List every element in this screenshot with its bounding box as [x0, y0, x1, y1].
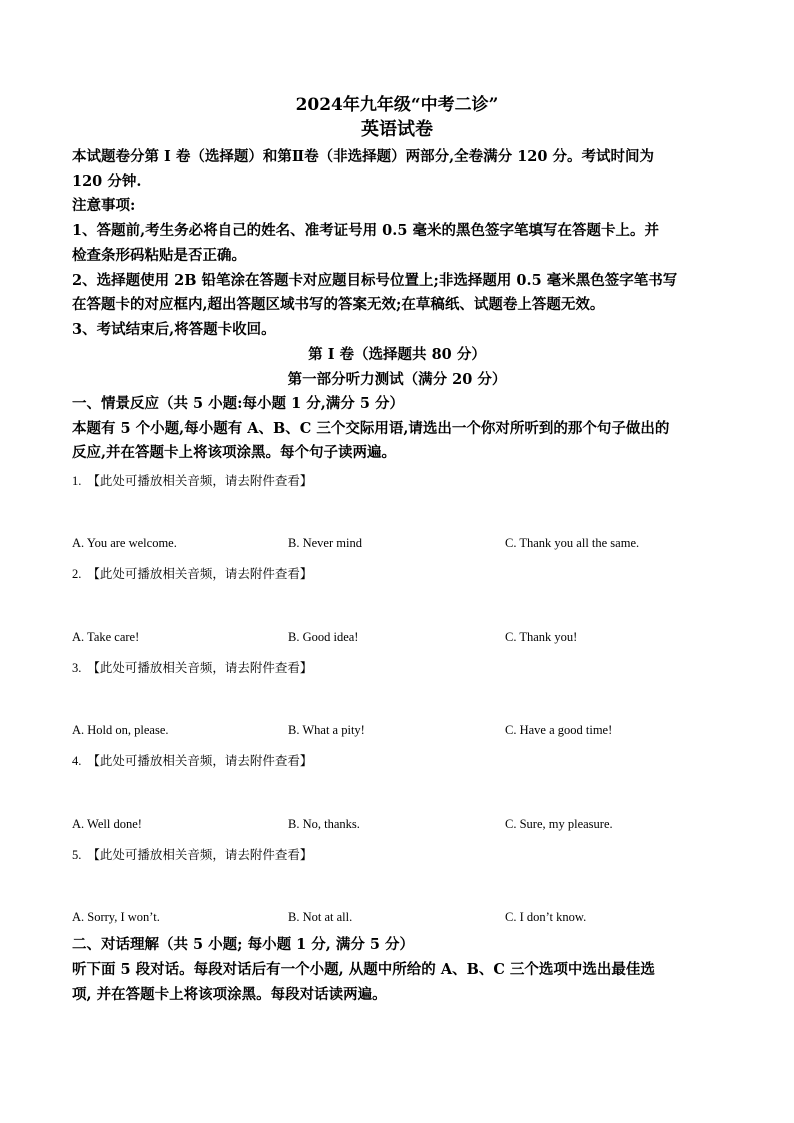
question-4-option-c[interactable]: C. Sure, my pleasure. [505, 817, 613, 831]
question-4-option-a[interactable]: A. Well done! [72, 817, 142, 831]
audio-placeholder-link[interactable]: 【此处可播放相关音频，请去附件查看】 [87, 847, 313, 862]
notes-item-1-line-1: 1、答题前,考生务必将自己的姓名、准考证号用 0.5 毫米的黑色签字笔填写在答题卡上。并 [72, 222, 659, 239]
audio-placeholder-link[interactable]: 【此处可播放相关音频，请去附件查看】 [87, 660, 313, 675]
question-5-option-c[interactable]: C. I don’t know. [505, 910, 587, 924]
audio-placeholder-link[interactable]: 【此处可播放相关音频，请去附件查看】 [87, 473, 313, 488]
exam-title: 2024年九年级“中考二诊” [295, 95, 499, 115]
volume-1-title: 第 I 卷（选择题共 80 分） [308, 346, 486, 363]
question-number: 4. [72, 754, 82, 768]
question-number: 1. [72, 474, 82, 488]
question-number: 2. [72, 567, 82, 581]
question-1-option-c[interactable]: C. Thank you all the same. [505, 536, 640, 550]
question-2-prompt [72, 565, 312, 583]
question-5-option-a[interactable]: A. Sorry, I won’t. [72, 910, 160, 924]
question-1-option-a[interactable]: A. You are welcome. [72, 536, 177, 550]
intro-line-2: 120 分钟. [72, 173, 142, 190]
section-2-heading: 二、对话理解（共 5 小题; 每小题 1 分, 满分 5 分） [72, 936, 415, 953]
section-1-instruction-line-1: 本题有 5 个小题,每小题有 A、B、C 三个交际用语,请选出一个你对所听到的那个句子做出的 [72, 420, 670, 437]
notes-item-3: 3、考试结束后,将答题卡收回。 [72, 321, 276, 338]
audio-placeholder-link[interactable]: 【此处可播放相关音频，请去附件查看】 [87, 753, 313, 768]
part-1-title: 第一部分听力测试（满分 20 分） [287, 371, 507, 388]
intro-line-1: 本试题卷分第 I 卷（选择题）和第Ⅱ卷（非选择题）两部分,全卷满分 120 分。考试时间为 [72, 148, 655, 165]
section-1-heading: 一、情景反应（共 5 小题:每小题 1 分,满分 5 分） [72, 395, 404, 412]
question-number: 3. [72, 661, 82, 675]
question-5-option-b[interactable]: B. Not at all. [288, 910, 353, 924]
notes-item-2-line-2: 在答题卡的对应框内,超出答题区域书写的答案无效;在草稿纸、试题卷上答题无效。 [72, 296, 605, 313]
notes-item-1-line-2: 检查条形码粘贴是否正确。 [72, 247, 246, 264]
question-2-option-b[interactable]: B. Good idea! [288, 630, 359, 644]
question-4-prompt [72, 752, 312, 770]
question-number: 5. [72, 848, 82, 862]
section-1-instruction-line-2: 反应,并在答题卡上将该项涂黑。每个句子读两遍。 [72, 444, 397, 461]
exam-subtitle: 英语试卷 [361, 119, 433, 140]
question-2-option-a[interactable]: A. Take care! [72, 630, 140, 644]
question-1-prompt [72, 472, 312, 490]
notes-item-2-line-1: 2、选择题使用 2B 铅笔涂在答题卡对应题目标号位置上;非选择题用 0.5 毫米黑色签字笔书写 [72, 272, 678, 289]
section-2-instruction-line-1: 听下面 5 段对话。每段对话后有一个小题, 从题中所给的 A、B、C 三个选项中选出最佳选 [72, 961, 655, 978]
question-3-option-b[interactable]: B. What a pity! [288, 723, 365, 737]
section-2-instruction-line-2: 项, 并在答题卡上将该项涂黑。每段对话读两遍。 [72, 986, 387, 1003]
notes-heading: 注意事项: [72, 197, 136, 214]
question-2-option-c[interactable]: C. Thank you! [505, 630, 578, 644]
question-3-option-c[interactable]: C. Have a good time! [505, 723, 613, 737]
question-3-option-a[interactable]: A. Hold on, please. [72, 723, 169, 737]
question-3-prompt [72, 659, 312, 677]
audio-placeholder-link[interactable]: 【此处可播放相关音频，请去附件查看】 [87, 566, 313, 581]
question-5-prompt [72, 846, 312, 864]
question-4-option-b[interactable]: B. No, thanks. [288, 817, 360, 831]
question-1-option-b[interactable]: B. Never mind [288, 536, 362, 550]
